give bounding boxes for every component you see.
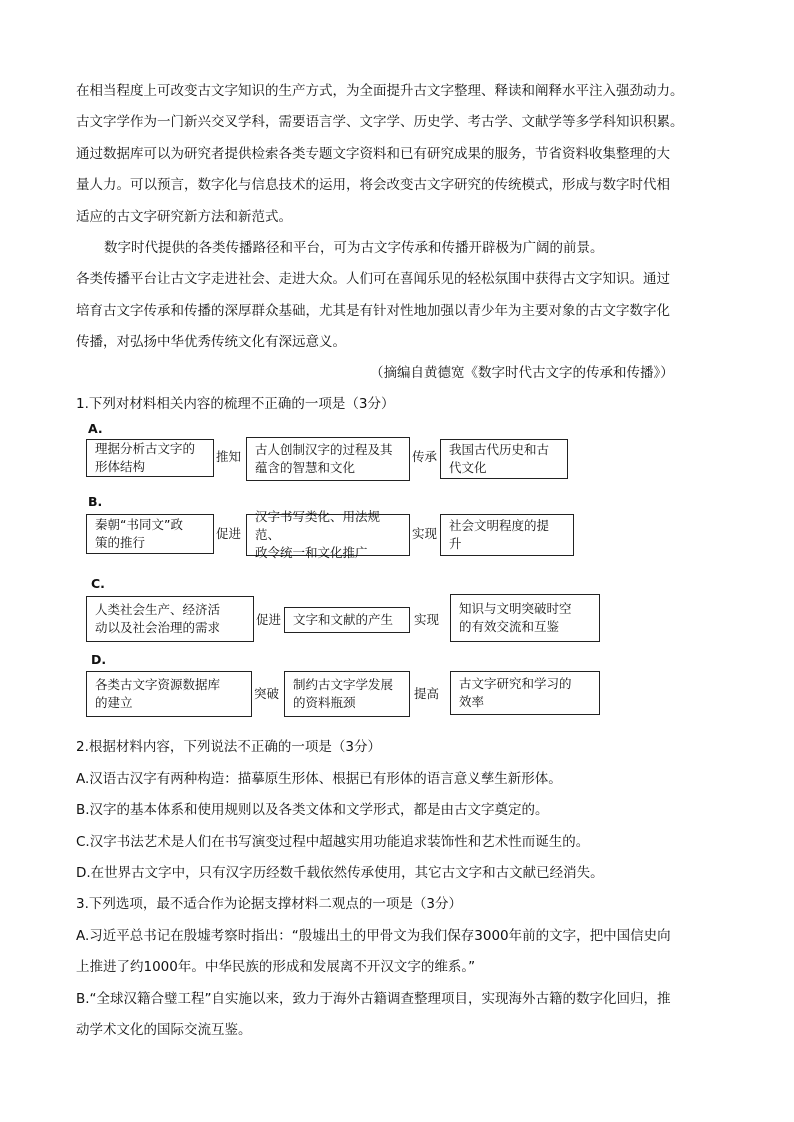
passage-line: 古文字学作为一门新兴交叉学科，需要语言学、文字学、历史学、考古学、文献学等多学科知识积累。	[76, 114, 684, 130]
option-c-box-2: 文字和文献的产生	[284, 607, 410, 633]
option-a-box-2: 古人创制汉字的过程及其 蕴含的智慧和文化	[246, 437, 410, 481]
option-a-box-3: 我国古代历史和古 代文化	[440, 439, 568, 479]
question-2-stem: 2.根据材料内容，下列说法不正确的一项是（3分）	[76, 739, 381, 755]
option-d-box-2: 制约古文字学发展 的资料瓶颈	[284, 671, 410, 717]
option-b-connector-1: 促进	[216, 526, 242, 541]
question-3-line: A.习近平总书记在殷墟考察时指出：“殷墟出土的甲骨文为我们保存3000年前的文字，把中国信史向	[76, 928, 671, 944]
option-c-box-1: 人类社会生产、经济活 动以及社会治理的需求	[86, 596, 254, 642]
passage-line: 量人力。可以预言，数字化与信息技术的运用，将会改变古文字研究的传统模式，形成与数字时代相	[76, 177, 670, 193]
question-3-stem: 3.下列选项，最不适合作为论据支撑材料二观点的一项是（3分）	[76, 896, 462, 912]
option-d-box-3: 古文字研究和学习的 效率	[450, 671, 600, 715]
option-d-label: D.	[91, 652, 107, 667]
option-b-box-2: 汉字书写类化、用法规范、 政令统一和文化推广	[246, 514, 410, 556]
passage-line: 各类传播平台让古文字走进社会、走进大众。人们可在喜闻乐见的轻松氛围中获得古文字知识。通过	[76, 271, 670, 287]
option-a-label: A.	[88, 421, 103, 436]
question-3-line: 上推进了约1000年。中华民族的形成和发展离不开汉文字的维系。”	[76, 959, 476, 975]
option-d-connector-2: 提高	[414, 686, 440, 701]
passage-line: 数字时代提供的各类传播路径和平台，可为古文字传承和传播开辟极为广阔的前景。	[104, 240, 604, 256]
option-a-connector-1: 推知	[216, 449, 242, 464]
option-b-box-1: 秦朝“书同文”政 策的推行	[86, 514, 214, 554]
option-c-label: C.	[91, 576, 105, 591]
option-c-connector-1: 促进	[256, 612, 282, 627]
option-a-connector-2: 传承	[412, 449, 438, 464]
option-a-box-1: 理据分析古文字的 形体结构	[86, 439, 214, 477]
option-d-connector-1: 突破	[254, 686, 280, 701]
question-2-option: B.汉字的基本体系和使用规则以及各类文体和文学形式，都是由古文字奠定的。	[76, 802, 549, 818]
passage-source: （摘编自黄德宽《数字时代古文字的传承和传播》）	[370, 365, 674, 381]
option-c-box-3: 知识与文明突破时空 的有效交流和互鉴	[450, 594, 600, 642]
passage-line: 通过数据库可以为研究者提供检索各类专题文字资料和已有研究成果的服务，节省资料收集整理的大	[76, 146, 670, 162]
passage-line: 传播，对弘扬中华优秀传统文化有深远意义。	[76, 334, 346, 350]
question-1-stem: 1.下列对材料相关内容的梳理不正确的一项是（3分）	[76, 396, 395, 412]
passage-line: 在相当程度上可改变古文字知识的生产方式，为全面提升古文字整理、释读和阐释水平注入强劲动力。	[76, 83, 684, 99]
option-c-connector-2: 实现	[414, 612, 440, 627]
option-b-label: B.	[88, 494, 103, 509]
question-3-line: B.“全球汉籍合璧工程”自实施以来，致力于海外古籍调查整理项目，实现海外古籍的数字化回归，推	[76, 991, 671, 1007]
question-2-option: C.汉字书法艺术是人们在书写演变过程中超越实用功能追求装饰性和艺术性而诞生的。	[76, 834, 590, 850]
question-2-option: A.汉语古汉字有两种构造：描摹原生形体、根据已有形体的语言意义孳生新形体。	[76, 771, 562, 787]
option-b-box-3: 社会文明程度的提 升	[440, 514, 574, 556]
question-2-option: D.在世界古文字中，只有汉字历经数千载依然传承使用，其它古文字和古文献已经消失。	[76, 865, 604, 881]
option-b-connector-2: 实现	[412, 526, 438, 541]
passage-line: 培育古文字传承和传播的深厚群众基础，尤其是有针对性地加强以青少年为主要对象的古文字数字化	[76, 303, 670, 319]
passage-line: 适应的古文字研究新方法和新范式。	[76, 209, 292, 225]
option-d-box-1: 各类古文字资源数据库 的建立	[86, 671, 252, 717]
question-3-line: 动学术文化的国际交流互鉴。	[76, 1022, 252, 1038]
